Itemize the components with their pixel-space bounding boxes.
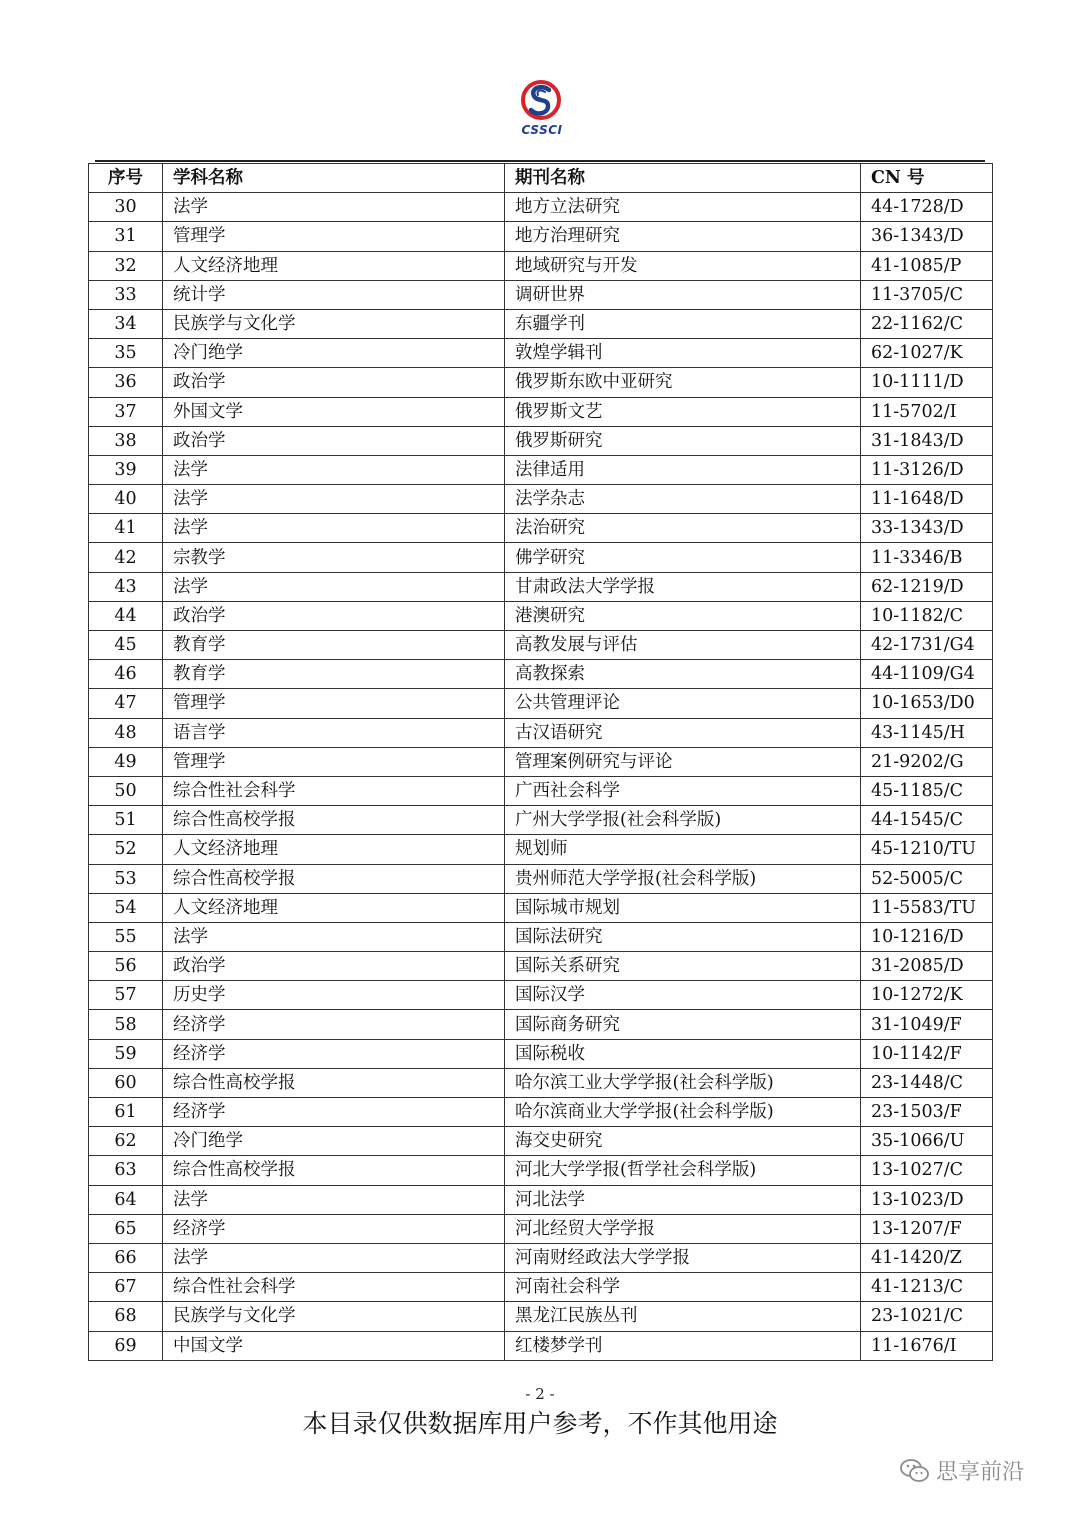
cell-journal: 地方治理研究 xyxy=(505,222,861,251)
cell-subject: 历史学 xyxy=(163,981,505,1010)
cell-journal: 调研世界 xyxy=(505,280,861,309)
cell-subject: 语言学 xyxy=(163,718,505,747)
table-row xyxy=(89,222,993,251)
cell-subject: 法学 xyxy=(163,193,505,222)
cell-journal: 河南社会科学 xyxy=(505,1273,861,1302)
cell-journal: 高教探索 xyxy=(505,660,861,689)
cell-cn: 10-1272/K xyxy=(861,981,993,1010)
table-row xyxy=(89,922,993,951)
cell-cn: 11-3126/D xyxy=(861,455,993,484)
table-row xyxy=(89,1010,993,1039)
table-row xyxy=(89,1127,993,1156)
cell-journal: 国际城市规划 xyxy=(505,893,861,922)
cell-num: 51 xyxy=(89,806,163,835)
cell-journal: 高教发展与评估 xyxy=(505,631,861,660)
cell-subject: 综合性社会科学 xyxy=(163,776,505,805)
cell-journal: 哈尔滨商业大学学报(社会科学版) xyxy=(505,1098,861,1127)
cell-journal: 广西社会科学 xyxy=(505,776,861,805)
cell-journal: 广州大学学报(社会科学版) xyxy=(505,806,861,835)
cell-journal: 法治研究 xyxy=(505,514,861,543)
watermark-text: 思享前沿 xyxy=(936,1460,1025,1485)
header-subject: 学科名称 xyxy=(163,164,505,193)
table-row xyxy=(89,806,993,835)
cell-subject: 综合性高校学报 xyxy=(163,864,505,893)
cell-subject: 法学 xyxy=(163,455,505,484)
cell-subject: 管理学 xyxy=(163,747,505,776)
cell-num: 60 xyxy=(89,1068,163,1097)
cell-cn: 10-1653/D0 xyxy=(861,689,993,718)
header-num: 序号 xyxy=(89,164,163,193)
cell-journal: 规划师 xyxy=(505,835,861,864)
table-row xyxy=(89,397,993,426)
cell-num: 48 xyxy=(89,718,163,747)
cell-cn: 41-1420/Z xyxy=(861,1243,993,1272)
cell-journal: 法律适用 xyxy=(505,455,861,484)
table-row xyxy=(89,601,993,630)
cell-cn: 23-1448/C xyxy=(861,1068,993,1097)
cell-cn: 21-9202/G xyxy=(861,747,993,776)
cell-num: 61 xyxy=(89,1098,163,1127)
cell-subject: 综合性高校学报 xyxy=(163,1156,505,1185)
cell-subject: 法学 xyxy=(163,485,505,514)
cell-subject: 法学 xyxy=(163,572,505,601)
table-row xyxy=(89,572,993,601)
table-row xyxy=(89,1273,993,1302)
cell-cn: 11-5702/I xyxy=(861,397,993,426)
cell-journal: 红楼梦学刊 xyxy=(505,1331,861,1360)
cell-subject: 冷门绝学 xyxy=(163,339,505,368)
cell-cn: 42-1731/G4 xyxy=(861,631,993,660)
cell-journal: 港澳研究 xyxy=(505,601,861,630)
cell-num: 31 xyxy=(89,222,163,251)
table-row xyxy=(89,1302,993,1331)
cell-num: 47 xyxy=(89,689,163,718)
cell-subject: 教育学 xyxy=(163,660,505,689)
watermark xyxy=(900,1455,1024,1486)
cell-subject: 管理学 xyxy=(163,222,505,251)
cell-journal: 国际关系研究 xyxy=(505,952,861,981)
table-row xyxy=(89,1156,993,1185)
cell-subject: 宗教学 xyxy=(163,543,505,572)
cell-cn: 52-5005/C xyxy=(861,864,993,893)
page-number: - 2 - xyxy=(525,1385,555,1403)
cell-subject: 中国文学 xyxy=(163,1331,505,1360)
cell-num: 66 xyxy=(89,1243,163,1272)
cell-journal: 哈尔滨工业大学学报(社会科学版) xyxy=(505,1068,861,1097)
cell-num: 68 xyxy=(89,1302,163,1331)
table-row xyxy=(89,514,993,543)
table-row xyxy=(89,864,993,893)
cell-subject: 人文经济地理 xyxy=(163,835,505,864)
cell-subject: 人文经济地理 xyxy=(163,251,505,280)
table-row xyxy=(89,776,993,805)
table-row xyxy=(89,543,993,572)
cell-num: 39 xyxy=(89,455,163,484)
table-header-row xyxy=(89,164,993,193)
cell-subject: 经济学 xyxy=(163,1214,505,1243)
cell-num: 34 xyxy=(89,309,163,338)
cell-num: 54 xyxy=(89,893,163,922)
table-row xyxy=(89,747,993,776)
table-row xyxy=(89,309,993,338)
cell-num: 69 xyxy=(89,1331,163,1360)
cell-cn: 62-1219/D xyxy=(861,572,993,601)
cell-num: 36 xyxy=(89,368,163,397)
header-rule xyxy=(95,160,985,162)
cell-num: 30 xyxy=(89,193,163,222)
cell-journal: 河北法学 xyxy=(505,1185,861,1214)
cell-cn: 44-1728/D xyxy=(861,193,993,222)
cell-journal: 地方立法研究 xyxy=(505,193,861,222)
cell-cn: 10-1142/F xyxy=(861,1039,993,1068)
logo-text: CSSCI xyxy=(521,123,563,137)
table-row xyxy=(89,251,993,280)
table-row xyxy=(89,1185,993,1214)
cell-num: 55 xyxy=(89,922,163,951)
cell-subject: 统计学 xyxy=(163,280,505,309)
cell-journal: 地域研究与开发 xyxy=(505,251,861,280)
cell-cn: 10-1182/C xyxy=(861,601,993,630)
wechat-icon xyxy=(900,1458,930,1484)
cell-cn: 45-1185/C xyxy=(861,776,993,805)
header-journal: 期刊名称 xyxy=(505,164,861,193)
cell-journal: 甘肃政法大学学报 xyxy=(505,572,861,601)
table-row xyxy=(89,1098,993,1127)
cell-num: 42 xyxy=(89,543,163,572)
cell-subject: 法学 xyxy=(163,1185,505,1214)
cell-cn: 36-1343/D xyxy=(861,222,993,251)
table-row xyxy=(89,1243,993,1272)
table-row xyxy=(89,1068,993,1097)
cell-cn: 22-1162/C xyxy=(861,309,993,338)
cell-cn: 43-1145/H xyxy=(861,718,993,747)
table-row xyxy=(89,485,993,514)
cell-num: 49 xyxy=(89,747,163,776)
cell-journal: 法学杂志 xyxy=(505,485,861,514)
cell-journal: 俄罗斯东欧中亚研究 xyxy=(505,368,861,397)
cell-cn: 11-3705/C xyxy=(861,280,993,309)
cell-cn: 13-1207/F xyxy=(861,1214,993,1243)
cell-num: 53 xyxy=(89,864,163,893)
table-row xyxy=(89,981,993,1010)
cell-num: 59 xyxy=(89,1039,163,1068)
cell-cn: 11-5583/TU xyxy=(861,893,993,922)
cell-subject: 政治学 xyxy=(163,952,505,981)
cell-cn: 11-1676/I xyxy=(861,1331,993,1360)
cell-subject: 政治学 xyxy=(163,426,505,455)
cell-journal: 河南财经政法大学学报 xyxy=(505,1243,861,1272)
cell-subject: 管理学 xyxy=(163,689,505,718)
cell-subject: 综合性高校学报 xyxy=(163,1068,505,1097)
cell-cn: 10-1216/D xyxy=(861,922,993,951)
cell-subject: 冷门绝学 xyxy=(163,1127,505,1156)
table-row xyxy=(89,1331,993,1360)
cell-cn: 31-1843/D xyxy=(861,426,993,455)
table-row xyxy=(89,280,993,309)
cell-num: 50 xyxy=(89,776,163,805)
cell-cn: 44-1545/C xyxy=(861,806,993,835)
cell-num: 67 xyxy=(89,1273,163,1302)
table-row xyxy=(89,660,993,689)
cell-subject: 综合性社会科学 xyxy=(163,1273,505,1302)
cell-cn: 41-1085/P xyxy=(861,251,993,280)
cell-num: 43 xyxy=(89,572,163,601)
table-row xyxy=(89,368,993,397)
cell-cn: 23-1021/C xyxy=(861,1302,993,1331)
header-cn: CN 号 xyxy=(861,164,993,193)
cell-num: 58 xyxy=(89,1010,163,1039)
table-row xyxy=(89,835,993,864)
cell-cn: 13-1027/C xyxy=(861,1156,993,1185)
cell-num: 56 xyxy=(89,952,163,981)
footer-notice: 本目录仅供数据库用户参考，不作其他用途 xyxy=(302,1409,778,1438)
cell-journal: 俄罗斯文艺 xyxy=(505,397,861,426)
cell-journal: 佛学研究 xyxy=(505,543,861,572)
cell-num: 64 xyxy=(89,1185,163,1214)
cell-journal: 国际税收 xyxy=(505,1039,861,1068)
cell-cn: 11-1648/D xyxy=(861,485,993,514)
cell-journal: 敦煌学辑刊 xyxy=(505,339,861,368)
cell-num: 46 xyxy=(89,660,163,689)
cell-subject: 法学 xyxy=(163,514,505,543)
cell-cn: 31-1049/F xyxy=(861,1010,993,1039)
cell-subject: 民族学与文化学 xyxy=(163,1302,505,1331)
cell-journal: 河北经贸大学学报 xyxy=(505,1214,861,1243)
cell-cn: 13-1023/D xyxy=(861,1185,993,1214)
cell-cn: 23-1503/F xyxy=(861,1098,993,1127)
table-row xyxy=(89,893,993,922)
cell-num: 32 xyxy=(89,251,163,280)
cell-cn: 45-1210/TU xyxy=(861,835,993,864)
cell-subject: 教育学 xyxy=(163,631,505,660)
table-row xyxy=(89,952,993,981)
cell-subject: 外国文学 xyxy=(163,397,505,426)
cell-journal: 俄罗斯研究 xyxy=(505,426,861,455)
table-row xyxy=(89,1039,993,1068)
cell-journal: 黑龙江民族丛刊 xyxy=(505,1302,861,1331)
cell-cn: 11-3346/B xyxy=(861,543,993,572)
cell-num: 62 xyxy=(89,1127,163,1156)
journal-table xyxy=(88,163,993,1361)
cell-num: 44 xyxy=(89,601,163,630)
cell-subject: 综合性高校学报 xyxy=(163,806,505,835)
cell-cn: 35-1066/U xyxy=(861,1127,993,1156)
cell-journal: 海交史研究 xyxy=(505,1127,861,1156)
cell-subject: 政治学 xyxy=(163,601,505,630)
cell-cn: 10-1111/D xyxy=(861,368,993,397)
cell-subject: 法学 xyxy=(163,922,505,951)
cell-journal: 管理案例研究与评论 xyxy=(505,747,861,776)
cssci-logo-icon xyxy=(512,78,570,148)
cell-journal: 贵州师范大学学报(社会科学版) xyxy=(505,864,861,893)
cell-journal: 河北大学学报(哲学社会科学版) xyxy=(505,1156,861,1185)
cell-subject: 民族学与文化学 xyxy=(163,309,505,338)
cell-num: 40 xyxy=(89,485,163,514)
table-row xyxy=(89,718,993,747)
cell-num: 35 xyxy=(89,339,163,368)
cell-journal: 东疆学刊 xyxy=(505,309,861,338)
cell-num: 38 xyxy=(89,426,163,455)
cell-num: 65 xyxy=(89,1214,163,1243)
cell-subject: 经济学 xyxy=(163,1010,505,1039)
table-row xyxy=(89,193,993,222)
cell-cn: 62-1027/K xyxy=(861,339,993,368)
table-row xyxy=(89,631,993,660)
cell-num: 37 xyxy=(89,397,163,426)
cell-num: 41 xyxy=(89,514,163,543)
cell-num: 45 xyxy=(89,631,163,660)
cell-subject: 政治学 xyxy=(163,368,505,397)
cell-journal: 公共管理评论 xyxy=(505,689,861,718)
cell-journal: 国际商务研究 xyxy=(505,1010,861,1039)
cell-journal: 古汉语研究 xyxy=(505,718,861,747)
cell-num: 52 xyxy=(89,835,163,864)
table-row xyxy=(89,426,993,455)
cell-subject: 人文经济地理 xyxy=(163,893,505,922)
table-row xyxy=(89,339,993,368)
cell-cn: 44-1109/G4 xyxy=(861,660,993,689)
cell-cn: 41-1213/C xyxy=(861,1273,993,1302)
cell-num: 33 xyxy=(89,280,163,309)
cell-journal: 国际法研究 xyxy=(505,922,861,951)
cell-journal: 国际汉学 xyxy=(505,981,861,1010)
cell-num: 57 xyxy=(89,981,163,1010)
cell-num: 63 xyxy=(89,1156,163,1185)
table-row xyxy=(89,1214,993,1243)
cell-subject: 经济学 xyxy=(163,1098,505,1127)
cell-cn: 33-1343/D xyxy=(861,514,993,543)
cell-subject: 法学 xyxy=(163,1243,505,1272)
table-row xyxy=(89,689,993,718)
table-row xyxy=(89,455,993,484)
cell-subject: 经济学 xyxy=(163,1039,505,1068)
cell-cn: 31-2085/D xyxy=(861,952,993,981)
